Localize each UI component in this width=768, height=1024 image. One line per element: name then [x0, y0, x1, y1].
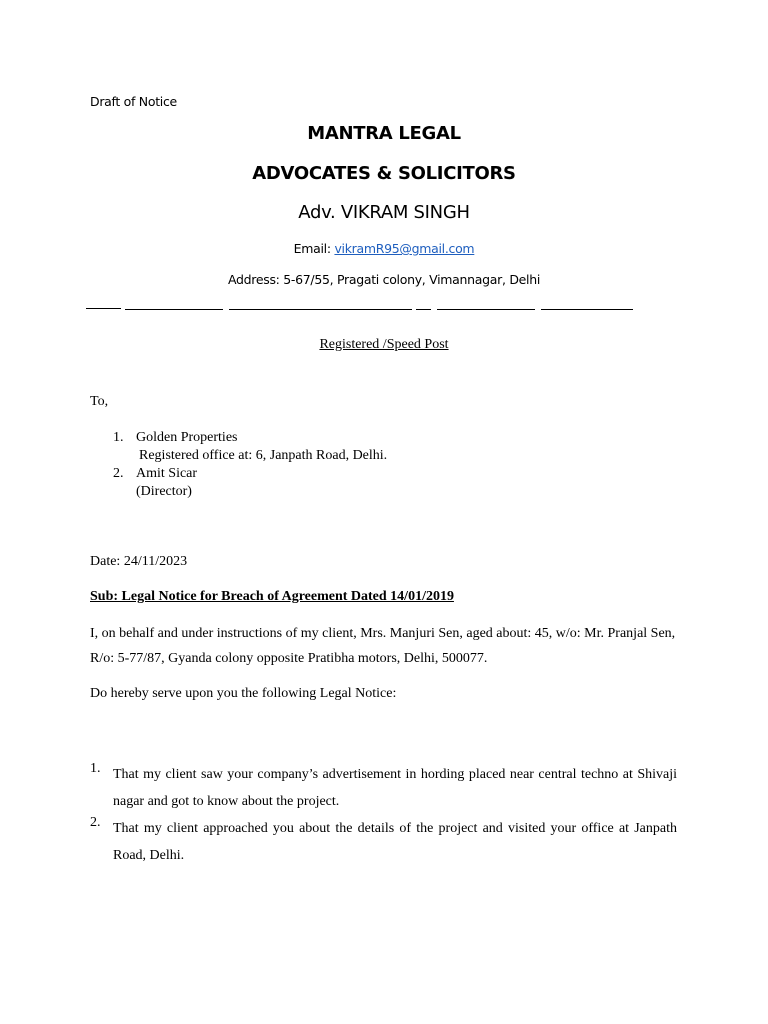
point-text: That my client approached you about the details of the project and visited your office at Janpath Road, Delhi. [113, 821, 677, 863]
email-label: Email: [293, 241, 335, 256]
recipient-detail: Registered office at: 6, Janpath Road, Delhi. [139, 448, 388, 463]
firm-subtitle: ADVOCATES & SOLICITORS [252, 163, 516, 184]
notice-date: Date: 24/11/2023 [90, 554, 188, 569]
point-text: That my client saw your company’s advertisement in hording placed near central techno at Shivaji nagar and got to know about the project. [113, 767, 677, 809]
serve-paragraph: Do hereby serve upon you the following Legal Notice: [90, 686, 397, 701]
address-line: Address: 5-67/55, Pragati colony, Vimannagar, Delhi [227, 272, 541, 287]
advocate-name: Adv. VIKRAM SINGH [298, 202, 470, 223]
recipient-name: Golden Properties [136, 430, 238, 445]
firm-name: MANTRA LEGAL [307, 123, 461, 144]
to-label: To, [90, 394, 109, 409]
post-type: Registered /Speed Post [319, 337, 449, 352]
email-line [0, 241, 768, 256]
recipient-number: 1. [113, 430, 124, 445]
subject-line: Sub: Legal Notice for Breach of Agreement Dated 14/01/2019 [90, 589, 454, 604]
draft-label: Draft of Notice [90, 94, 177, 109]
point-number: 2. [90, 815, 101, 830]
intro-paragraph: I, on behalf and under instructions of my client, Mrs. Manjuri Sen, aged about: 45, w/o: Mr. Pranjal Sen, R/o: 5-77/87, Gyanda colony opposite Pratibha motors, Delhi, 500077. [90, 626, 676, 666]
recipient-detail: (Director) [136, 484, 192, 499]
point-number: 1. [90, 761, 101, 776]
recipient-name: Amit Sicar [136, 466, 198, 481]
email-link[interactable]: vikramR95@gmail.com [334, 241, 475, 256]
recipient-number: 2. [113, 466, 124, 481]
